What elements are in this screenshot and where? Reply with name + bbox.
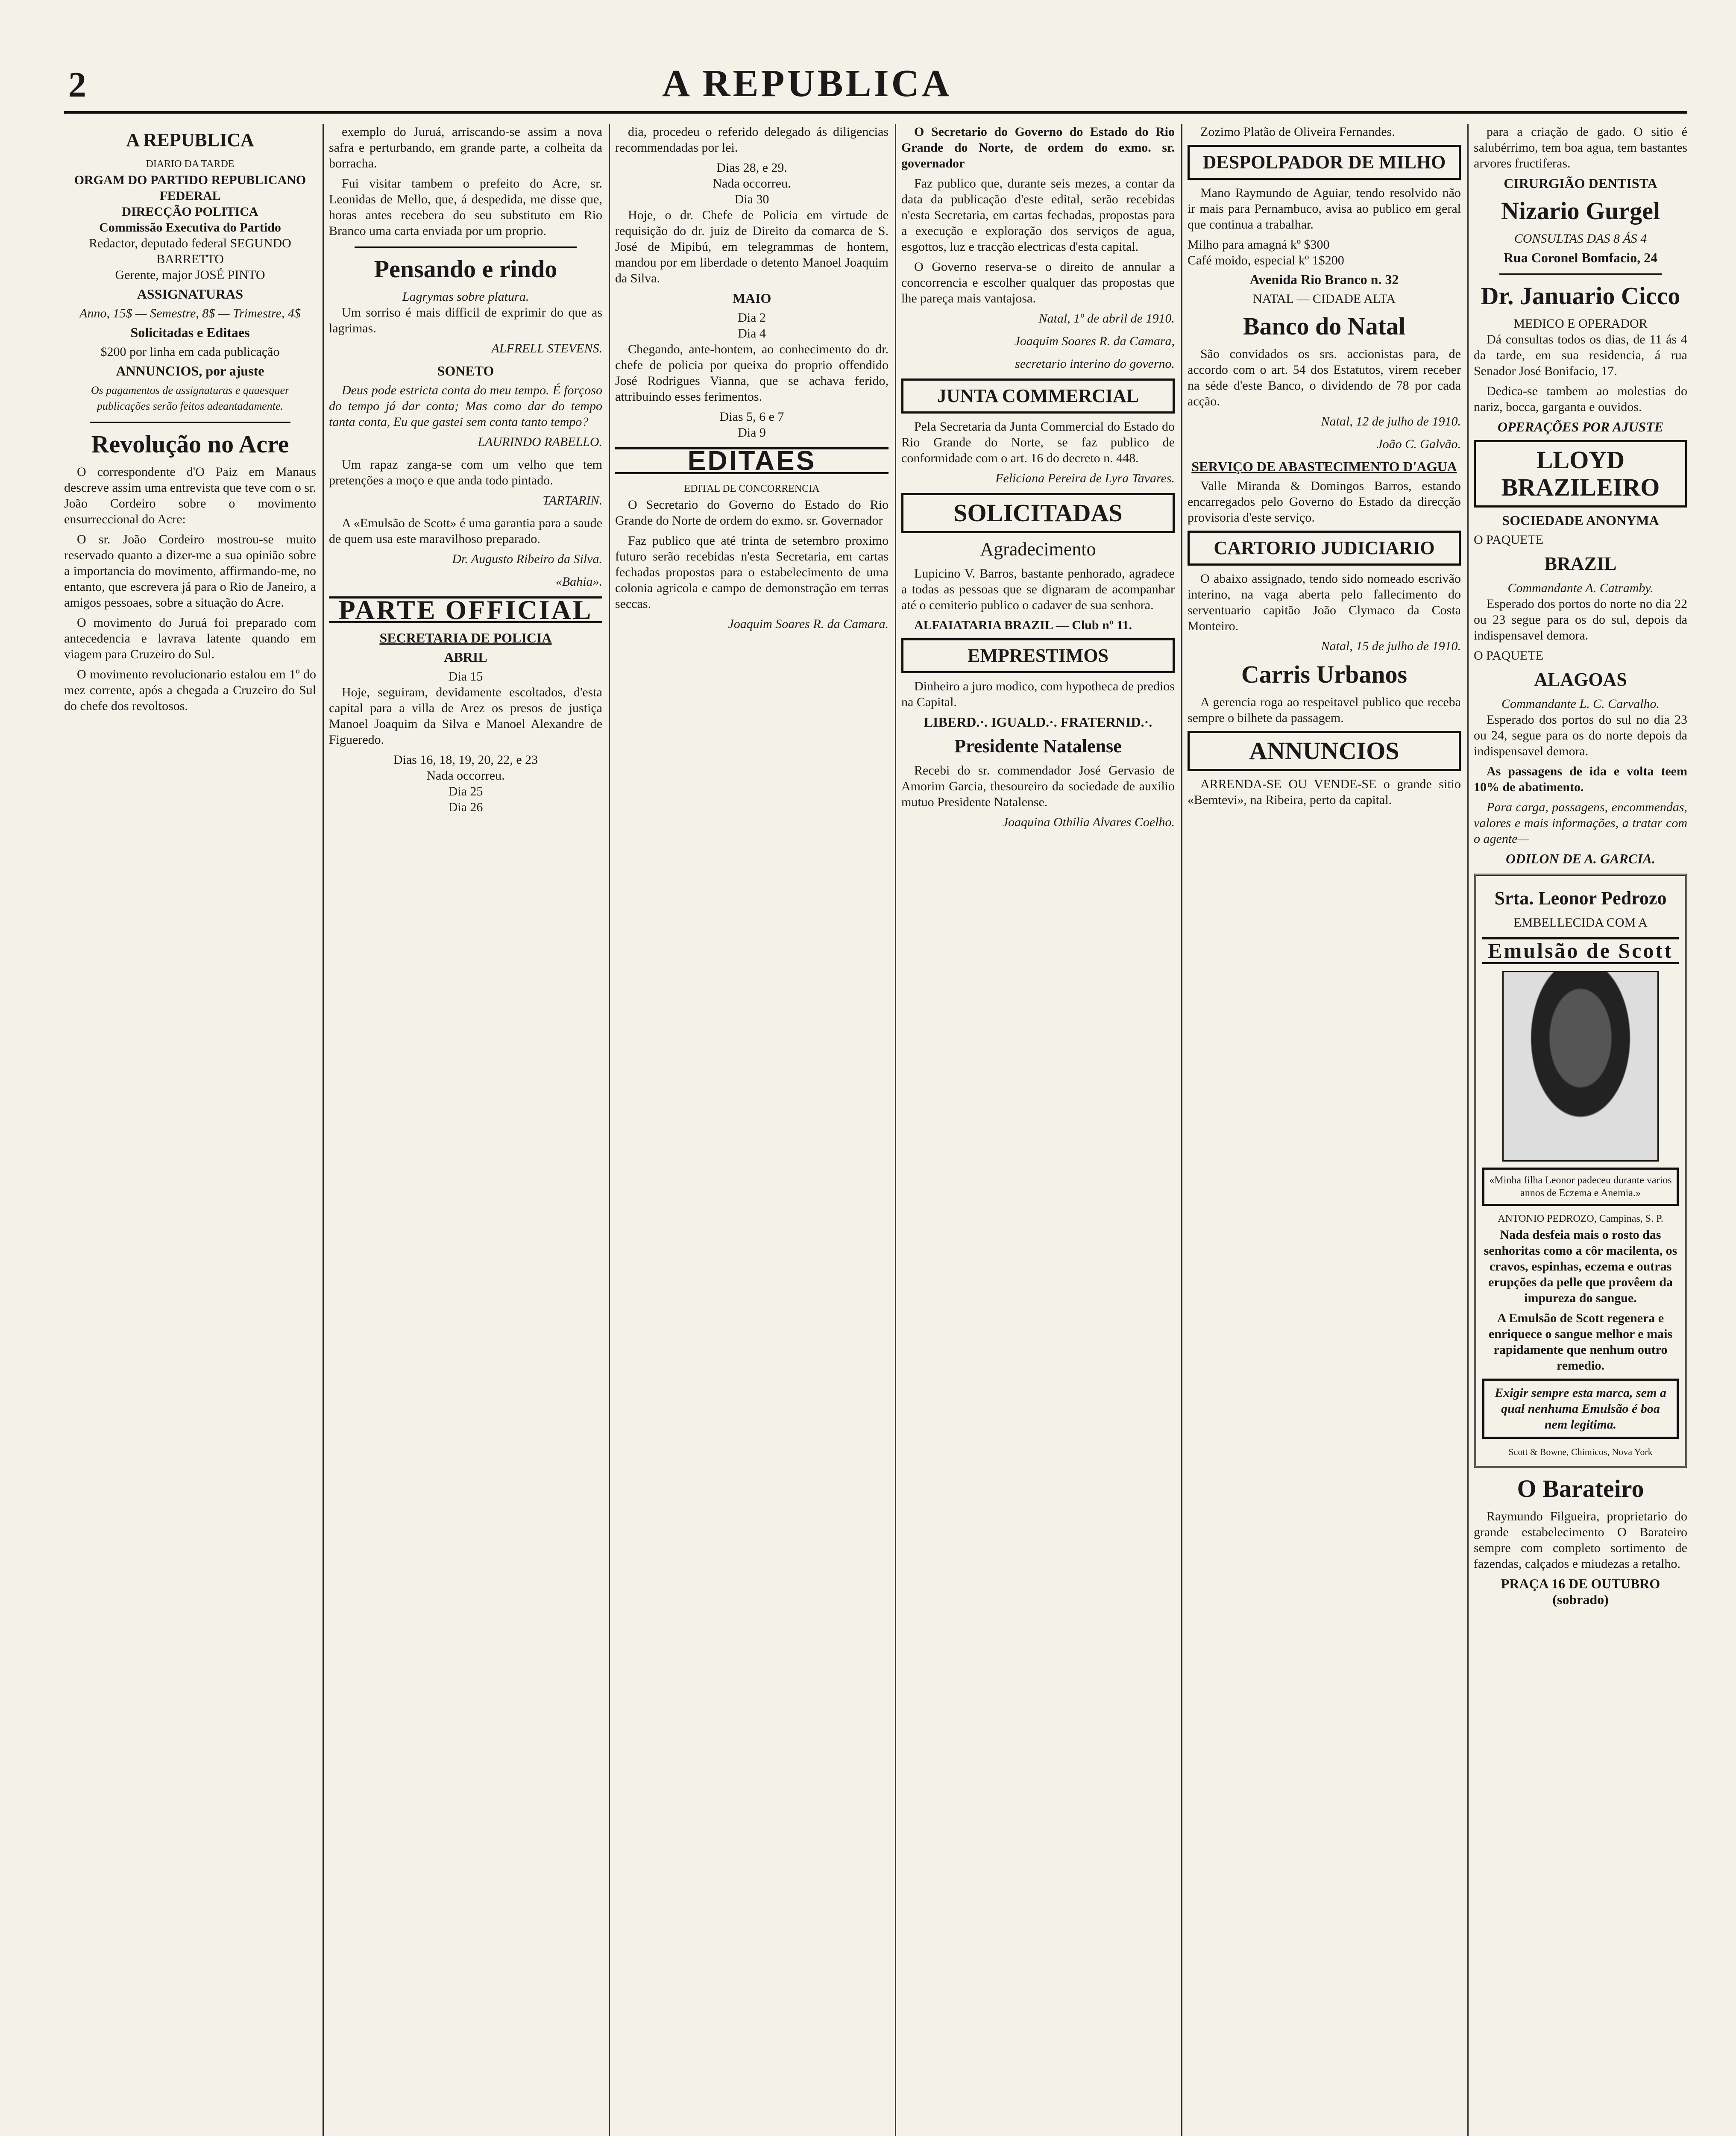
article-paragraph: A gerencia roga ao respeitavel publico que receba sempre o bilhete da passagem. bbox=[1188, 695, 1461, 725]
barateiro-title: O Barateiro bbox=[1517, 1475, 1644, 1502]
edital-date: Natal, 1º de abril de 1910. bbox=[1038, 311, 1175, 326]
notice-heading: ALFAIATARIA BRAZIL — Club nº 11. bbox=[914, 618, 1132, 632]
junta-title: JUNTA COMMERCIAL bbox=[901, 378, 1175, 414]
month-label: MAIO bbox=[732, 290, 771, 306]
paper-direction: DIRECÇÃO POLITICA bbox=[122, 205, 258, 219]
doctor-role: MEDICO E OPERADOR bbox=[1513, 317, 1648, 331]
ship-name: BRAZIL bbox=[1544, 553, 1617, 574]
masthead: A REPUBLICA bbox=[662, 62, 952, 105]
doctor-text: Dá consultas todos os dias, de 11 ás 4 da tarde, em sua residencia, á rua Senador José Bonifacio, 17. bbox=[1474, 332, 1687, 378]
day-label: Dia 25 bbox=[448, 784, 483, 798]
masonic-motto: LIBERD.·. IGUALD.·. FRATERNID.·. bbox=[924, 714, 1152, 730]
column-rule bbox=[1467, 124, 1469, 2136]
solicitadas-price: $200 por linha em cada publicação bbox=[100, 345, 280, 359]
day-label: Dias 16, 18, 19, 20, 22, e 23 bbox=[393, 753, 538, 767]
solicitadas-label: Solicitadas e Editaes bbox=[130, 325, 250, 340]
day-label: Dia 30 bbox=[734, 192, 769, 206]
natal-label: NATAL — CIDADE ALTA bbox=[1253, 292, 1396, 306]
nothing-label: Nada occorreu. bbox=[713, 176, 791, 191]
paquete-label: O PAQUETE bbox=[1474, 533, 1544, 547]
signature: João C. Galvão. bbox=[1377, 437, 1461, 451]
article-title: Revolução no Acre bbox=[91, 430, 289, 458]
article-paragraph: São convidados os srs. accionistas para, de accordo com o art. 54 dos Estatutos, virem receber na séde d'este Banco, o dividendo de 78 por cada acção. bbox=[1188, 347, 1461, 408]
article-paragraph: Lupicino V. Barros, bastante penhorado, agradece a todas as pessoas que se dignaram de acompanhar até o cemiterio publico o cadaver de sua senhora. bbox=[901, 566, 1175, 612]
article-paragraph: Um rapaz zanga-se com um velho que tem pretenções a moço e que anda todo pintado. bbox=[329, 458, 602, 487]
ad-sub: EMBELLECIDA COM A bbox=[1513, 915, 1648, 930]
article-paragraph: O sr. João Cordeiro mostrou-se muito reservado quanto a dizer-me a sua opinião sobre a importancia do movimento, affirmando-me, no entanto, que escrevera já para o Rio de Janeiro, a amigos pessoaes, sobre a situação do Acre. bbox=[64, 532, 316, 610]
article-paragraph: Mano Raymundo de Aguiar, tendo resolvido não ir mais para Pernambuco, avisa ao publico em geral que continua a trabalhar. bbox=[1188, 186, 1461, 232]
day-label: Dia 2 bbox=[738, 311, 766, 325]
page-number: 2 bbox=[68, 65, 86, 105]
article-paragraph: para a criação de gado. O sitio é salubérrimo, tem boa agua, tem bastantes arvores fructiferas. bbox=[1474, 125, 1687, 170]
subscriptions-title: ASSIGNATURAS bbox=[137, 286, 243, 302]
article-paragraph: Recebi do sr. commendador José Gervasio de Amorim Garcia, thesoureiro da sociedade de auxilio mutuo Presidente Natalense. bbox=[901, 763, 1175, 809]
dentist-label: CIRURGIÃO DENTISTA bbox=[1504, 176, 1657, 191]
agent-name: ODILON DE A. GARCIA. bbox=[1506, 851, 1655, 866]
signature: Joaquim Soares R. da Camara, bbox=[1014, 334, 1175, 348]
dentist-hours: CONSULTAS DAS 8 ÁS 4 bbox=[1514, 232, 1647, 246]
section-title: Pensando e rindo bbox=[374, 255, 557, 283]
ship-commander: Commandante A. Catramby. bbox=[1507, 581, 1654, 595]
article-paragraph: Hoje, o dr. Chefe de Policia em virtude de requisição do dr. juiz de Direito da comarca de S. José de Mipibú, em telegrammas de hontem, mandou por em liberdade o detento Manoel Joaquim da Silva. bbox=[615, 208, 889, 285]
article-paragraph: Pela Secretaria da Junta Commercial do Estado do Rio Grande do Norte, se faz publico de conformidade com o art. 16 do decreto n. 448. bbox=[901, 420, 1175, 465]
exigir-note: Exigir sempre esta marca, sem a qual nenhuma Emulsão é boa nem legitima. bbox=[1482, 1379, 1679, 1439]
epigraph-author: ALFRELL STEVENS. bbox=[491, 341, 602, 355]
banco-title: Banco do Natal bbox=[1243, 312, 1406, 340]
day-label: Dias 5, 6 e 7 bbox=[719, 410, 784, 424]
article-paragraph: O movimento revolucionario estalou em 1º do mez corrente, após a chegada a Cruzeiro do Sul do chefe dos revoltosos. bbox=[64, 667, 316, 713]
lloyd-sub: SOCIEDADE ANONYMA bbox=[1502, 513, 1659, 528]
paper-organ: ORGAM DO PARTIDO REPUBLICANO FEDERAL bbox=[74, 173, 306, 203]
passagens-text: As passagens de ida e volta teem 10% de abatimento. bbox=[1474, 764, 1687, 794]
solicitadas-title: SOLICITADAS bbox=[901, 493, 1175, 533]
ad-text: A Emulsão de Scott regenera e enriquece o sangue melhor e mais rapidamente que nenhum outro remedio. bbox=[1488, 1311, 1673, 1373]
article-paragraph: A «Emulsão de Scott» é uma garantia para a saude de quem usa este maravilhoso preparado. bbox=[329, 516, 602, 546]
edital-heading: O Secretario do Governo do Estado do Rio Grande do Norte, de ordem do exmo. sr. governador bbox=[901, 125, 1175, 170]
divider bbox=[1499, 273, 1662, 275]
signature-role: secretario interino do governo. bbox=[1015, 357, 1175, 371]
notice-date: Natal, 12 de julho de 1910. bbox=[1321, 414, 1461, 428]
emprestimos-title: EMPRESTIMOS bbox=[901, 638, 1175, 673]
newspaper-page bbox=[64, 60, 1687, 2136]
article-paragraph: Dinheiro a juro modico, com hypotheca de predios na Capital. bbox=[901, 679, 1175, 709]
signature: Feliciana Pereira de Lyra Tavares. bbox=[995, 471, 1175, 485]
barateiro-text: Raymundo Filgueira, proprietario do grande estabelecimento O Barateiro sempre com completo sortimento de fazendas, calçados e miudezas a retalho. bbox=[1474, 1509, 1687, 1571]
article-paragraph: ARRENDA-SE OU VENDE-SE o grande sitio «Bemtevi», na Ribeira, perto da capital. bbox=[1188, 777, 1461, 807]
official-section-title: PARTE OFFICIAL bbox=[329, 596, 602, 623]
article-paragraph: Valle Miranda & Domingos Barros, estando encarregados pelo Governo do Estado da direcção provisoria d'este serviço. bbox=[1188, 479, 1461, 525]
article-paragraph: O Secretario do Governo do Estado do Rio Grande do Norte de ordem do exmo. sr. Governador bbox=[615, 498, 889, 528]
column-3 bbox=[615, 124, 889, 2136]
edital-subtitle: EDITAL DE CONCORRENCIA bbox=[684, 483, 820, 494]
article-paragraph: exemplo do Juruá, arriscando-se assim a nova safra e perturbando, em grande parte, a colheita da borracha. bbox=[329, 125, 602, 170]
paragraph-author: Dr. Augusto Ribeiro da Silva. bbox=[452, 552, 602, 566]
price-line: Milho para amagná kº $300 bbox=[1188, 238, 1330, 252]
article-paragraph: Hoje, seguiram, devidamente escoltados, d'esta capital para a villa de Arez os presos de justiça Manoel Joaquim da Silva e Manoel Alexandre de Figueredo. bbox=[329, 685, 602, 747]
column-rule bbox=[323, 124, 324, 2136]
paragraph-author: TARTARIN. bbox=[542, 493, 602, 508]
avenida-label: Avenida Rio Branco n. 32 bbox=[1249, 272, 1399, 287]
epigraph: Lagrymas sobre platura. bbox=[402, 290, 529, 304]
lloyd-title: LLOYD BRAZILEIRO bbox=[1474, 440, 1687, 508]
ship-text: Esperado dos portos do norte no dia 22 ou 23 segue para os do sul, depois da indispensavel demora. bbox=[1474, 597, 1687, 643]
cartorio-title: CARTORIO JUDICIARIO bbox=[1188, 531, 1461, 566]
article-paragraph: Zozimo Platão de Oliveira Fernandes. bbox=[1200, 125, 1395, 139]
doctor-name: Dr. Januario Cicco bbox=[1481, 282, 1680, 310]
sonnet-title: SONETO bbox=[437, 363, 494, 378]
month-label: ABRIL bbox=[444, 649, 487, 665]
subscriptions-text: Anno, 15$ — Semestre, 8$ — Trimestre, 4$ bbox=[79, 306, 301, 320]
sonnet-author: LAURINDO RABELLO. bbox=[478, 435, 602, 449]
column-2 bbox=[329, 124, 602, 2136]
paragraph-place: «Bahia». bbox=[555, 575, 602, 589]
ship-text: Esperado dos portos do sul no dia 23 ou 24, segue para os do norte depois da indispensavel demora. bbox=[1474, 713, 1687, 758]
column-4 bbox=[901, 124, 1175, 2136]
paper-sub: DIARIO DA TARDE bbox=[146, 158, 235, 170]
article-paragraph: Chegando, ante-hontem, ao conhecimento do dr. chefe de policia por queixa do proprio offendido José Rodrigues Vianna, que se achava ferido, attribuindo esses ferimentos. bbox=[615, 342, 889, 404]
carga-text: Para carga, passagens, encommendas, valores e mais informações, a tratar com o agente— bbox=[1474, 800, 1687, 846]
agradecimento-title: Agradecimento bbox=[980, 539, 1096, 560]
notice-date: Natal, 15 de julho de 1910. bbox=[1321, 639, 1461, 653]
column-1 bbox=[64, 124, 316, 2136]
column-rule bbox=[1181, 124, 1182, 2136]
column-6 bbox=[1474, 124, 1687, 2136]
column-rule bbox=[609, 124, 610, 2136]
paper-editor: Redactor, deputado federal SEGUNDO BARRETTO bbox=[89, 236, 291, 266]
signature: Joaquim Soares R. da Camara. bbox=[728, 617, 889, 631]
payment-note: Os pagamentos de assignaturas e quaesquer publicações serão feitos adeantadamente. bbox=[91, 384, 290, 412]
annuncios-label: ANNUNCIOS, por ajuste bbox=[116, 363, 264, 378]
price-line: Café moido, especial kº 1$200 bbox=[1188, 253, 1344, 267]
article-paragraph: O correspondente d'O Paiz em Manaus descreve assim uma entrevista que teve com o sr. João Cordeiro sobre o movimento ensurreccional do Acre: bbox=[64, 465, 316, 526]
article-paragraph: Faz publico que até trinta de setembro proximo futuro serão recebidas n'esta Secretaria, em cartas fechadas propostas para o estabelecimento de uma colonia agricola e campo de demonstração em terras seccas. bbox=[615, 534, 889, 611]
emulsao-logo: Emulsão de Scott bbox=[1482, 937, 1679, 964]
scott-advertisement bbox=[1474, 874, 1687, 1468]
paper-commission: Commissão Executiva do Partido bbox=[99, 220, 281, 235]
page-header bbox=[64, 60, 1687, 114]
column-5 bbox=[1188, 124, 1461, 2136]
signature: Joaquina Othilia Alvares Coelho. bbox=[1002, 815, 1175, 829]
article-paragraph: O abaixo assignado, tendo sido nomeado escrivão interino, na vaga aberta pelo fallecimento do serventuario capitão João Clymaco da Costa Monteiro. bbox=[1188, 572, 1461, 633]
barateiro-address: PRAÇA 16 DE OUTUBRO (sobrado) bbox=[1501, 1576, 1660, 1607]
article-paragraph: dia, procedeu o referido delegado ás diligencias recommendadas por lei. bbox=[615, 125, 889, 155]
day-label: Dia 15 bbox=[448, 669, 483, 684]
paper-name: A REPUBLICA bbox=[126, 129, 254, 150]
ship-commander: Commandante L. C. Carvalho. bbox=[1501, 697, 1660, 711]
article-paragraph: O movimento do Juruá foi preparado com antecedencia e lavrava latente quando em viagem para Cruzeiro do Sul. bbox=[64, 616, 316, 661]
editaes-title: EDITAES bbox=[615, 447, 889, 474]
article-paragraph: Faz publico que, durante seis mezes, a contar da data da publicação d'este edital, serão recebidas n'esta Secretaria, em cartas fechadas, propostas para a execução e exploração dos serviços de agua, esgottos, luz e tracção electricas d'esta capital. bbox=[901, 176, 1175, 254]
presidente-title: Presidente Natalense bbox=[954, 736, 1122, 757]
despolpador-title: DESPOLPADOR DE MILHO bbox=[1188, 145, 1461, 180]
day-label: Dias 28, e 29. bbox=[716, 161, 787, 175]
testimonial: «Minha filha Leonor padeceu durante varios annos de Eczema e Anemia.» bbox=[1482, 1168, 1679, 1206]
ship-name: ALAGOAS bbox=[1534, 669, 1627, 690]
doctor-text: Dedica-se tambem ao molestias do nariz, bocca, garganta e ouvidos. bbox=[1474, 384, 1687, 414]
epigraph-text: Um sorriso é mais difficil de exprimir do que as lagrimas. bbox=[329, 305, 602, 335]
day-label: Dia 9 bbox=[738, 425, 766, 440]
sonnet-text: Deus pode estricta conta do meu tempo. É forçoso do tempo já dar conta; Mas como dar do tempo tanta conta, Eu que gastei sem conta tanto tempo? bbox=[329, 383, 602, 429]
scott-company: Scott & Bowne, Chimicos, Nova York bbox=[1508, 1446, 1653, 1457]
day-label: Dia 4 bbox=[738, 326, 766, 340]
operations-label: OPERAÇÕES POR AJUSTE bbox=[1497, 419, 1664, 434]
divider bbox=[355, 246, 577, 248]
police-secretariat: SECRETARIA DE POLICIA bbox=[379, 630, 552, 645]
article-paragraph: Fui visitar tambem o prefeito do Acre, sr. Leonidas de Mello, que, á despedida, me disse que, horas antes recebera do seu substituto em Rio Branco uma carta enviada por um proprio. bbox=[329, 176, 602, 238]
divider bbox=[90, 422, 290, 423]
servico-title: SERVIÇO DE ABASTECIMENTO D'AGUA bbox=[1191, 459, 1457, 474]
nothing-label: Nada occorreu. bbox=[426, 769, 505, 783]
annuncios-title: ANNUNCIOS bbox=[1188, 731, 1461, 771]
dentist-name: Nizario Gurgel bbox=[1501, 197, 1660, 225]
column-rule bbox=[895, 124, 896, 2136]
paper-manager: Gerente, major JOSÉ PINTO bbox=[115, 268, 265, 282]
paquete-label: O PAQUETE bbox=[1474, 648, 1544, 663]
dentist-address: Rua Coronel Bomfacio, 24 bbox=[1503, 250, 1658, 265]
article-paragraph: O Governo reserva-se o direito de annular a concorrencia e escolher qualquer das propostas que lhe pareça mais vantajosa. bbox=[901, 260, 1175, 305]
testimonial-author: ANTONIO PEDROZO, Campinas, S. P. bbox=[1498, 1213, 1663, 1224]
carris-title: Carris Urbanos bbox=[1241, 660, 1408, 688]
ad-text: Nada desfeia mais o rosto das senhoritas como a côr macilenta, os cravos, espinhas, eczema e outras erupções da pelle que provêem da impureza do sangue. bbox=[1484, 1228, 1677, 1305]
day-label: Dia 26 bbox=[448, 800, 483, 814]
portrait-image bbox=[1502, 971, 1659, 1162]
ad-name: Srta. Leonor Pedrozo bbox=[1494, 888, 1667, 909]
